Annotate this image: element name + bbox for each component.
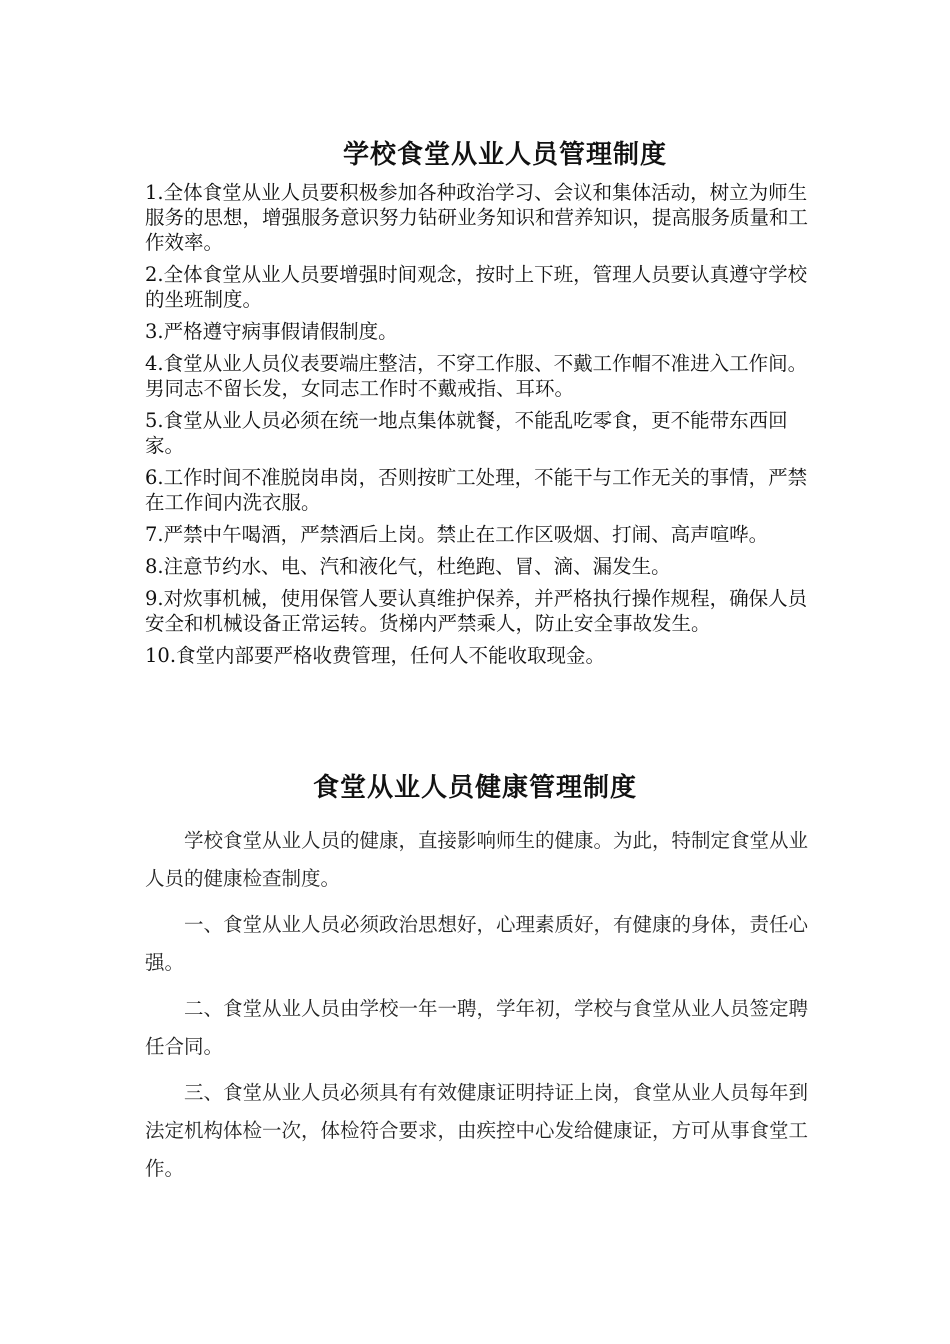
rule-item: 10.食堂内部要严格收费管理，任何人不能收取现金。: [145, 644, 606, 667]
rule-item: 1.全体食堂从业人员要积极参加各种政治学习、会议和集体活动，树立为师生服务的思想，增强服务意识努力钻研业务知识和营养知识，提高服务质量和工作效率。: [145, 181, 809, 254]
health-paragraph: 一、食堂从业人员必须政治思想好，心理素质好，有健康的身体，责任心强。: [145, 913, 809, 974]
rule-item: 2.全体食堂从业人员要增强时间观念，按时上下班，管理人员要认真遵守学校的坐班制度。: [145, 263, 808, 311]
health-section: [145, 822, 820, 1196]
health-paragraph: 学校食堂从业人员的健康，直接影响师生的健康。为此，特制定食堂从业人员的健康检查制度。: [145, 829, 809, 890]
rule-item: 3.严格遵守病事假请假制度。: [145, 320, 398, 343]
page-title-staff-management: 学校食堂从业人员管理制度: [342, 140, 667, 170]
health-paragraph: 二、食堂从业人员由学校一年一聘，学年初，学校与食堂从业人员签定聘任合同。: [145, 997, 809, 1058]
rule-item: 6.工作时间不准脱岗串岗，否则按旷工处理，不能干与工作无关的事情，严禁在工作间内洗衣服。: [145, 466, 808, 514]
rule-item: 9.对炊事机械，使用保管人要认真维护保养，并严格执行操作规程，确保人员安全和机械设备正常运转。货梯内严禁乘人，防止安全事故发生。: [145, 587, 808, 635]
rule-item: 8.注意节约水、电、汽和液化气，杜绝跑、冒、滴、漏发生。: [145, 555, 671, 578]
health-paragraph: 三、食堂从业人员必须具有有效健康证明持证上岗，食堂从业人员每年到法定机构体检一次，体检符合要求，由疾控中心发给健康证，方可从事食堂工作。: [145, 1081, 809, 1180]
rule-item: 4.食堂从业人员仪表要端庄整洁，不穿工作服、不戴工作帽不准进入工作间。男同志不留长发，女同志工作时不戴戒指、耳环。: [145, 352, 808, 400]
rule-item: 7.严禁中午喝酒，严禁酒后上岗。禁止在工作区吸烟、打闹、高声喧哗。: [145, 523, 769, 546]
page-title-health-management: 食堂从业人员健康管理制度: [312, 773, 637, 803]
rules-list: [145, 180, 825, 675]
rule-item: 5.食堂从业人员必须在统一地点集体就餐，不能乱吃零食，更不能带东西回家。: [145, 409, 788, 457]
